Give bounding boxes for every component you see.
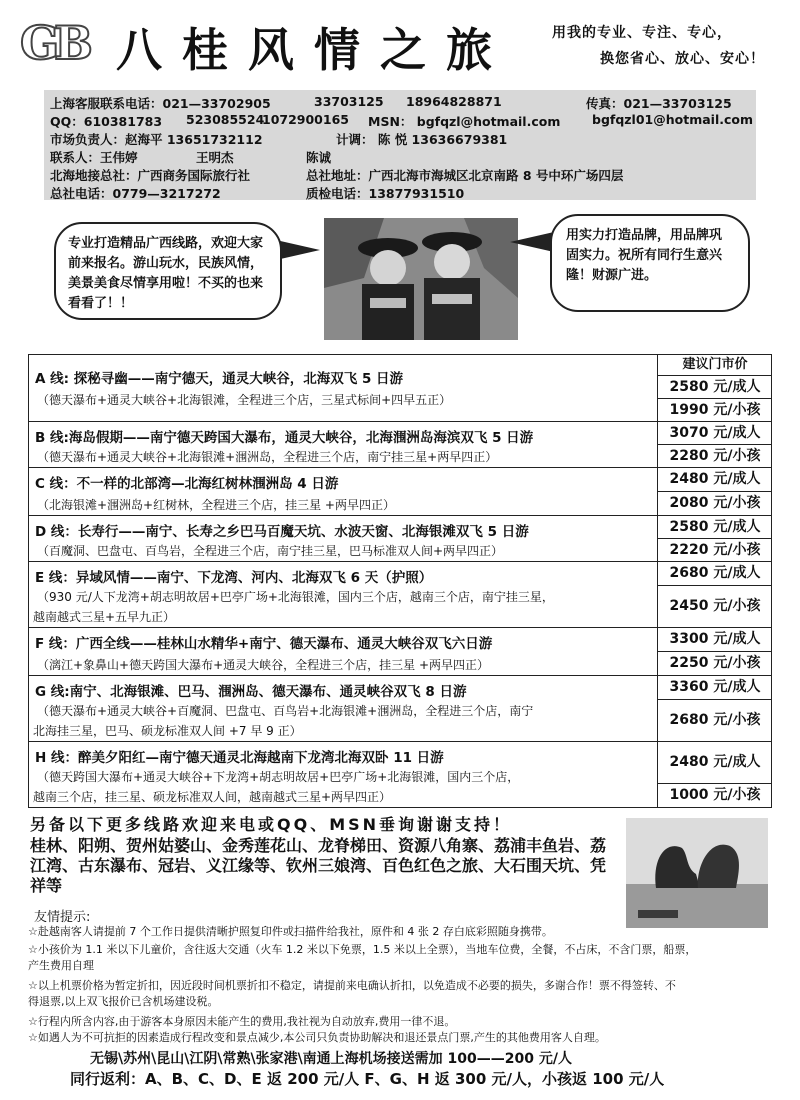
tips-title: 友情提示: (34, 910, 91, 925)
route-e-desc-2: 越南越式三星+五早九正） (33, 610, 176, 624)
tip-2: ☆小孩价为 1.1 米以下儿童价，含往返大交通（火车 1.2 米以下免票，1.5 米以上全票），当地车位费，全餐，不占床，不含门票，船票， (28, 943, 697, 956)
fax: 传真：021—33703125 (586, 96, 732, 111)
price-c-child: 2080 元/小孩 (658, 491, 772, 515)
route-g-title: G 线:南宁、北海银滩、巴马、涠洲岛、德天瀑布、通灵峡谷双飞 8 日游 (35, 684, 467, 700)
page-title: 八桂风情之旅 (116, 23, 512, 77)
price-d-adult: 2580 元/成人 (658, 515, 772, 538)
route-b (29, 421, 657, 468)
route-e-desc-1: （930 元/人下龙湾+胡志明故居+巴亭广场+北海银滩，国内三个店，越南三个店，南宁挂三星， (37, 590, 554, 604)
photo-sea-rocks (626, 818, 768, 928)
route-c-desc: （北海银滩+涠洲岛+红树林，全程进三个店，挂三星 +两早四正） (37, 498, 395, 512)
route-c (29, 467, 657, 516)
route-e (29, 561, 657, 628)
price-e-adult: 2680 元/成人 (658, 561, 772, 585)
routes-table (28, 354, 772, 808)
header (0, 0, 800, 88)
more-routes-list: 桂林、阳朔、贺州姑婆山、金秀莲花山、龙脊梯田、资源八角寨、荔浦丰鱼岩、荔江湾、古东瀑布、冠岩、义江缘等、钦州三娘湾、百色红色之旅、大石围天坑、凭祥等 (30, 836, 607, 895)
photo-illustration (324, 218, 518, 340)
route-b-desc: （德天瀑布+通灵大峡谷+北海银滩+涠洲岛，全程进三个店，南宁挂三星+两早四正） (37, 450, 498, 464)
tip-1: ☆赴越南客人请提前 7 个工作日提供清晰护照复印件或扫描件给我社，原件和 4 张 2 存白底彩照随身携带。 (28, 925, 553, 938)
route-d-title: D 线：长寿行——南宁、长寿之乡巴马百魔天坑、水波天窗、北海银滩双飞 5 日游 (35, 524, 529, 540)
price-d-child: 2220 元/小孩 (658, 538, 772, 561)
quality-phone: 质检电话：13877931510 (306, 186, 465, 201)
route-h-title: H 线：醉美夕阳红—南宁德天通灵北海越南下龙湾北海双卧 11 日游 (35, 750, 444, 766)
agency-phone: 总社电话：0779—3217272 (50, 186, 221, 201)
bubble-tail-right (510, 232, 554, 252)
tip-4: ☆行程内所含内容,由于游客本身原因未能产生的费用,我社视为自动放弃,费用一律不退。 (28, 1015, 456, 1028)
speech-bubble-right: 用实力打造品牌，用品牌巩固实力。祝所有同行生意兴隆！财源广进。 (550, 214, 750, 312)
qq-number: QQ：610381783 (50, 114, 163, 129)
price-a-adult: 2580 元/成人 (658, 375, 772, 398)
route-d (29, 515, 657, 562)
slogan-line-1: 用我的专业、专注、专心， (552, 25, 732, 41)
airport-shuttle-note: 无锡\苏州\昆山\江阴\常熟\张家港\南通上海机场接送需加 100——200 元/人 (90, 1051, 572, 1067)
price-h-adult: 2480 元/成人 (658, 741, 772, 783)
price-b-child: 2280 元/小孩 (658, 444, 772, 467)
slogan-line-2: 换您省心、放心、安心！ (600, 51, 765, 67)
photo-two-girls (324, 218, 518, 340)
hotline-3: 18964828871 (406, 94, 502, 109)
route-d-desc: （百魔洞、巴盘屯、百鸟岩，全程进三个店，南宁挂三星，巴马标准双人间+两早四正） (37, 544, 504, 558)
route-g-desc-1: （德天瀑布+通灵大峡谷+百魔洞、巴盘屯、百鸟岩+北海银滩+涠洲岛，全程进三个店，南宁 (37, 704, 534, 718)
route-e-title: E 线：异域风情——南宁、下龙湾、河内、北海双飞 6 天（护照） (35, 570, 433, 586)
price-g-adult: 3360 元/成人 (658, 675, 772, 699)
contact-block (44, 90, 756, 200)
price-b-adult: 3070 元/成人 (658, 421, 772, 444)
route-f-title: F 线：广西全线——桂林山水精华+南宁、德天瀑布、通灵大峡谷双飞六日游 (35, 636, 493, 652)
price-h-child: 1000 元/小孩 (658, 783, 772, 807)
route-f (29, 627, 657, 676)
contact-person-2: 王明杰 (196, 150, 234, 165)
price-f-child: 2250 元/小孩 (658, 651, 772, 675)
route-a-desc: （德天瀑布+通灵大峡谷+北海银滩，全程进三个店，三星式标间+四早五正） (37, 393, 452, 407)
rebate-note: 同行返利：A、B、C、D、E 返 200 元/人 F、G、H 返 300 元/人，小孩返 100 元/人 (70, 1070, 665, 1088)
bubble-tail-left (276, 240, 320, 260)
route-b-title: B 线:海岛假期——南宁德天跨国大瀑布，通灵大峡谷，北海涠洲岛海滨双飞 5 日游 (35, 430, 534, 446)
tip-2-cont: 产生费用自理 (28, 959, 94, 972)
more-routes-title: 另备以下更多线路欢迎来电或QQ、MSN垂询谢谢支持！ (30, 815, 513, 834)
price-column (657, 355, 772, 807)
price-f-adult: 3300 元/成人 (658, 627, 772, 651)
price-header: 建议门市价 (682, 357, 748, 372)
contact-person-3: 陈诚 (306, 150, 332, 165)
price-e-child: 2450 元/小孩 (658, 585, 772, 627)
route-c-title: C 线：不一样的北部湾—北海红树林涠洲岛 4 日游 (35, 476, 339, 492)
hotline: 上海客服联系电话：021—33702905 (50, 96, 271, 111)
planner: 计调： 陈 悦 13636679381 (336, 132, 508, 147)
tip-3: ☆以上机票价格为暂定折扣，因近段时间机票折扣不稳定，请提前来电确认折扣，以免造成不必要的损失，多谢合作！票不得签转、不 (28, 979, 676, 992)
msn-address: MSN： bgfqzl@hotmail.com (368, 114, 561, 129)
route-h (29, 741, 657, 808)
price-a-child: 1990 元/小孩 (658, 398, 772, 421)
sea-rocks-illustration (626, 818, 768, 928)
qq-number-2: 523085524 (186, 112, 265, 127)
gb-logo (20, 14, 94, 74)
hotline-2: 33703125 (314, 94, 384, 109)
logo-letter-g: G (20, 16, 60, 70)
tip-3-cont: 得退票,以上双飞报价已含机场建设税。 (28, 995, 219, 1008)
logo-letter-b: B (54, 16, 93, 70)
route-g (29, 675, 657, 742)
route-h-desc-2: 越南三个店，挂三星、硕龙标准双人间，越南越式三星+两早四正） (33, 790, 392, 804)
route-a (29, 355, 657, 421)
agency-address: 总社地址：广西北海市海城区北京南路 8 号中环广场四层 (306, 168, 624, 183)
qq-number-3: 1072900165 (262, 112, 349, 127)
route-a-title: A 线: 探秘寻幽——南宁德天，通灵大峡谷，北海双飞 5 日游 (35, 371, 404, 387)
price-c-adult: 2480 元/成人 (658, 467, 772, 491)
contact-person: 联系人：王伟婷 (50, 150, 138, 165)
route-f-desc: （漓江+象鼻山+德天跨国大瀑布+通灵大峡谷，全程进三个店，挂三星 +两早四正） (37, 658, 490, 672)
price-g-child: 2680 元/小孩 (658, 699, 772, 741)
tip-5: ☆如遇人为不可抗拒的因素造成行程改变和景点减少,本公司只负责协助解决和退还景点门票,产生的其他费用客人自理。 (28, 1031, 606, 1044)
route-h-desc-1: （德天跨国大瀑布+通灵大峡谷+下龙湾+胡志明故居+巴亭广场+北海银滩，国内三个店， (37, 770, 520, 784)
speech-bubble-left: 专业打造精品广西线路，欢迎大家前来报名。游山玩水，民族风情，美景美食尽情享用啦！不买的也来看看了！！ (54, 222, 282, 320)
msn-address-2: bgfqzl01@hotmail.com (592, 112, 753, 127)
market-manager: 市场负责人：赵海平 13651732112 (50, 132, 263, 147)
route-g-desc-2: 北海挂三星，巴马、硕龙标准双人间 +7 早 9 正） (33, 724, 302, 738)
local-agency: 北海地接总社：广西商务国际旅行社 (50, 168, 251, 183)
